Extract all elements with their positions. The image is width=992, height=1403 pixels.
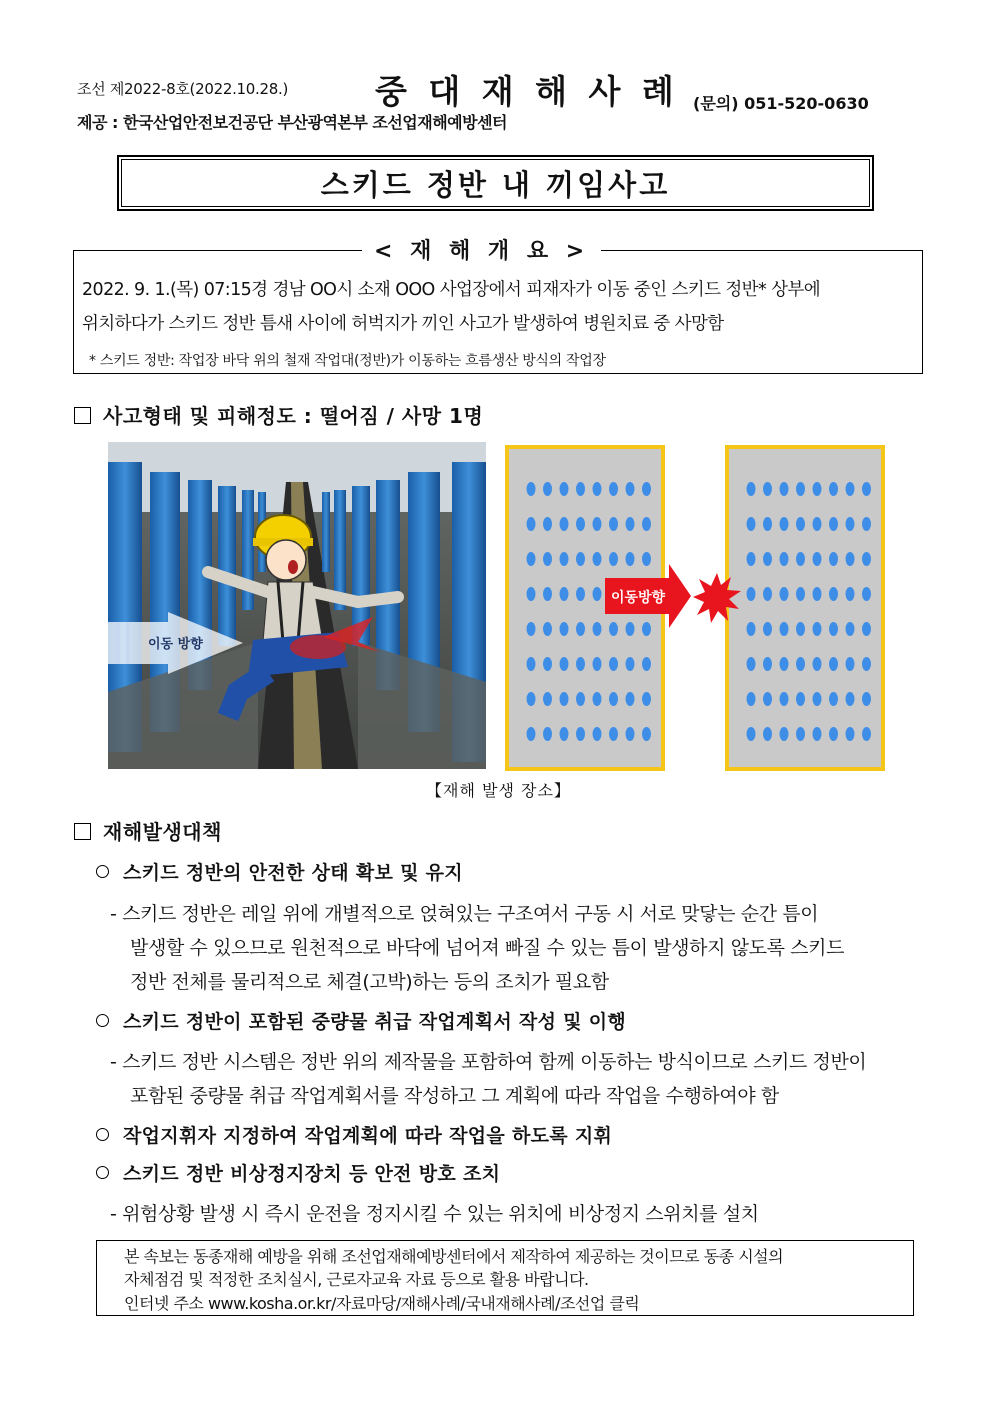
section-accident-type <box>74 400 483 429</box>
bolt-dot <box>813 622 822 636</box>
measure-4-line1: - 위험상황 발생 시 즉시 운전을 정지시킬 수 있는 위치에 비상정지 스위치를 설치 <box>110 1203 759 1225</box>
bolt-dot <box>780 482 789 496</box>
bolt-dot <box>813 482 822 496</box>
bolt-dot <box>747 622 756 636</box>
overview-text-line2: 위치하다가 스키드 정반 틈새 사이에 허벅지가 끼인 사고가 발생하여 병원치료 중 사망함 <box>82 314 724 334</box>
checkbox-square-icon <box>74 407 91 424</box>
overview-text-line1: 2022. 9. 1.(목) 07:15경 경남 OO시 소재 OOO 사업장에서 피재자가 이동 중인 스키드 정반* 상부에 <box>82 280 821 300</box>
measure-4-title-text: 스키드 정반 비상정지장치 등 안전 방호 조치 <box>123 1163 501 1185</box>
measure-2-title <box>96 1007 626 1034</box>
accident-site-photo <box>108 442 486 769</box>
bolt-dot <box>846 552 855 566</box>
bolt-dot <box>576 552 585 566</box>
bolt-dot <box>593 517 602 531</box>
measure-1-line2: 발생할 수 있으므로 원천적으로 바닥에 넘어져 빠질 수 있는 틈이 발생하지 않도록 스키드 <box>130 937 845 959</box>
bolt-dot <box>543 587 552 601</box>
bolt-dot <box>813 727 822 741</box>
bolt-dot <box>527 552 536 566</box>
bolt-dot <box>780 517 789 531</box>
bolt-dot <box>780 692 789 706</box>
bolt-dot <box>543 517 552 531</box>
bolt-dot <box>609 552 618 566</box>
bolt-dot <box>862 727 871 741</box>
bolt-dot <box>626 692 635 706</box>
bolt-dot <box>763 622 772 636</box>
bolt-dot <box>560 622 569 636</box>
accident-title-box <box>117 155 874 211</box>
bolt-dot <box>642 727 651 741</box>
measure-3-title-text: 작업지휘자 지정하여 작업계획에 따라 작업을 하도록 지휘 <box>123 1125 613 1147</box>
bolt-dot <box>560 727 569 741</box>
bolt-dot <box>642 622 651 636</box>
bolt-dot <box>543 692 552 706</box>
bolt-dot <box>593 482 602 496</box>
bolt-dot <box>576 727 585 741</box>
bolt-dot <box>626 622 635 636</box>
circle-bullet-icon <box>96 1128 109 1141</box>
document-category-title: 중 대 재 해 사 례 <box>375 72 679 111</box>
bolt-dot <box>642 552 651 566</box>
bolt-dot <box>576 517 585 531</box>
bolt-dot <box>846 587 855 601</box>
measure-2-line1: - 스키드 정반 시스템은 정반 위의 제작물을 포함하여 함께 이동하는 방식이므로 스키드 정반이 <box>110 1051 867 1073</box>
bolt-dot <box>813 517 822 531</box>
measure-3-title <box>96 1121 612 1148</box>
bolt-dot <box>527 587 536 601</box>
bolt-dot <box>747 482 756 496</box>
bolt-dot <box>576 622 585 636</box>
circle-bullet-icon <box>96 1014 109 1027</box>
bolt-dot <box>846 482 855 496</box>
photo-direction-label: 이동 방향 <box>148 637 203 652</box>
bolt-dot <box>846 692 855 706</box>
bolt-dot <box>527 517 536 531</box>
bolt-dot <box>813 692 822 706</box>
bolt-dot <box>796 552 805 566</box>
bolt-dot <box>576 482 585 496</box>
measure-1-line1: - 스키드 정반은 레일 위에 개별적으로 얹혀있는 구조여서 구동 시 서로 맞닿는 순간 틈이 <box>110 903 819 925</box>
bolt-dot <box>543 657 552 671</box>
bolt-dot <box>763 482 772 496</box>
bolt-dot <box>763 587 772 601</box>
bolt-dot <box>609 517 618 531</box>
overview-heading: < 재 해 개 요 > <box>362 234 601 265</box>
bolt-dot <box>829 517 838 531</box>
bolt-dot <box>813 552 822 566</box>
bolt-dot <box>593 587 602 601</box>
bolt-dot <box>747 657 756 671</box>
bolt-dot <box>626 482 635 496</box>
bolt-dot <box>747 727 756 741</box>
diagram-direction-label: 이동방향 <box>610 590 666 606</box>
bolt-dot <box>763 552 772 566</box>
measure-1-title-text: 스키드 정반의 안전한 상태 확보 및 유지 <box>123 862 463 884</box>
contact-phone: (문의) 051-520-0630 <box>693 94 869 113</box>
bolt-dot <box>780 552 789 566</box>
bolt-dot <box>862 657 871 671</box>
bolt-dot <box>527 692 536 706</box>
footer-line1: 본 속보는 동종재해 예방을 위해 조선업재해예방센터에서 제작하여 제공하는 것이므로 동종 시설의 <box>124 1247 784 1266</box>
measure-1-line3: 정반 전체를 물리적으로 체결(고박)하는 등의 조치가 필요함 <box>130 971 609 993</box>
bolt-dot <box>626 552 635 566</box>
bolt-dot <box>846 727 855 741</box>
bolt-dot <box>813 657 822 671</box>
bolt-dot <box>560 587 569 601</box>
bolt-dot <box>780 727 789 741</box>
bolt-dot <box>527 727 536 741</box>
bolt-dot <box>747 517 756 531</box>
section-countermeasures-text: 재해발생대책 <box>103 820 222 844</box>
bolt-dot <box>829 587 838 601</box>
bolt-dot <box>796 517 805 531</box>
bolt-dot <box>763 727 772 741</box>
bolt-dot <box>560 482 569 496</box>
bolt-dot <box>609 482 618 496</box>
bolt-dot <box>626 517 635 531</box>
measure-2-title-text: 스키드 정반이 포함된 중량물 취급 작업계획서 작성 및 이행 <box>123 1011 627 1033</box>
bolt-dot <box>763 657 772 671</box>
bolt-dot <box>593 692 602 706</box>
bolt-dot <box>829 657 838 671</box>
overview-footnote: * 스키드 정반: 작업장 바닥 위의 철재 작업대(정반)가 이동하는 흐름생산 방식의 작업장 <box>89 353 606 369</box>
bolt-dot <box>862 517 871 531</box>
bolt-dot <box>527 657 536 671</box>
bolt-dot <box>560 552 569 566</box>
bolt-dot <box>543 622 552 636</box>
bolt-dot <box>829 727 838 741</box>
measure-2-line2: 포함된 중량물 취급 작업계획서를 작성하고 그 계획에 따라 작업을 수행하여야 함 <box>130 1085 779 1107</box>
bolt-dot <box>862 587 871 601</box>
bolt-dot <box>642 482 651 496</box>
figure-caption: 【재해 발생 장소】 <box>426 781 571 800</box>
bolt-dot <box>796 657 805 671</box>
bolt-dot <box>626 657 635 671</box>
bolt-dot <box>609 727 618 741</box>
bolt-dot <box>593 657 602 671</box>
bolt-dot <box>829 622 838 636</box>
bolt-dot <box>747 552 756 566</box>
bolt-dot <box>780 587 789 601</box>
circle-bullet-icon <box>96 1166 109 1179</box>
bolt-dot <box>642 692 651 706</box>
bolt-dot <box>862 552 871 566</box>
bolt-dot <box>576 692 585 706</box>
skid-plate-diagram <box>505 445 889 771</box>
issue-number: 조선 제2022-8호(2022.10.28.) <box>77 80 289 98</box>
bolt-dot <box>626 727 635 741</box>
bolt-dot <box>796 482 805 496</box>
bolt-dot <box>862 482 871 496</box>
bolt-dot <box>609 657 618 671</box>
measure-1-title <box>96 858 463 885</box>
bolt-dot <box>560 657 569 671</box>
bolt-dot <box>747 692 756 706</box>
skid-plate-right <box>727 447 883 769</box>
bolt-dot <box>846 517 855 531</box>
bolt-dot <box>796 622 805 636</box>
bolt-dot <box>846 657 855 671</box>
bolt-dot <box>576 587 585 601</box>
bolt-dot <box>527 482 536 496</box>
bolt-dot <box>593 727 602 741</box>
circle-bullet-icon <box>96 865 109 878</box>
bolt-dot <box>813 587 822 601</box>
bolt-dot <box>796 587 805 601</box>
bolt-dot <box>609 622 618 636</box>
footer-line2: 자체점검 및 적정한 조치실시, 근로자교육 자료 등으로 활용 바랍니다. <box>124 1270 589 1289</box>
bolt-dot <box>796 727 805 741</box>
bolt-dot <box>796 692 805 706</box>
bolt-dot <box>780 622 789 636</box>
bolt-dot <box>576 657 585 671</box>
bolt-dot <box>829 552 838 566</box>
bolt-dot <box>780 657 789 671</box>
bolt-dot <box>763 692 772 706</box>
section-countermeasures <box>74 816 222 845</box>
footer-line3: 인터넷 주소 www.kosha.or.kr/자료마당/재해사례/국내재해사례/조선업 클릭 <box>124 1294 640 1313</box>
bolt-dot <box>846 622 855 636</box>
bolt-dot <box>642 657 651 671</box>
measure-4-title <box>96 1159 500 1186</box>
section-accident-type-text: 사고형태 및 피해정도 : 떨어짐 / 사망 1명 <box>103 404 484 428</box>
bolt-dot <box>763 517 772 531</box>
provider-line: 제공 : 한국산업안전보건공단 부산광역본부 조선업재해예방센터 <box>77 113 507 132</box>
accident-title: 스키드 정반 내 끼임사고 <box>320 167 671 202</box>
bolt-dot <box>829 482 838 496</box>
bolt-dot <box>560 517 569 531</box>
bolt-dot <box>862 692 871 706</box>
bolt-dot <box>543 552 552 566</box>
bolt-dot <box>527 622 536 636</box>
bolt-dot <box>829 692 838 706</box>
bolt-dot <box>642 517 651 531</box>
bolt-dot <box>560 692 569 706</box>
bolt-dot <box>593 622 602 636</box>
bolt-dot <box>543 482 552 496</box>
bolt-dot <box>747 587 756 601</box>
bolt-dot <box>543 727 552 741</box>
checkbox-square-icon <box>74 823 91 840</box>
bolt-dot <box>609 692 618 706</box>
bolt-dot <box>593 552 602 566</box>
bolt-dot <box>862 622 871 636</box>
